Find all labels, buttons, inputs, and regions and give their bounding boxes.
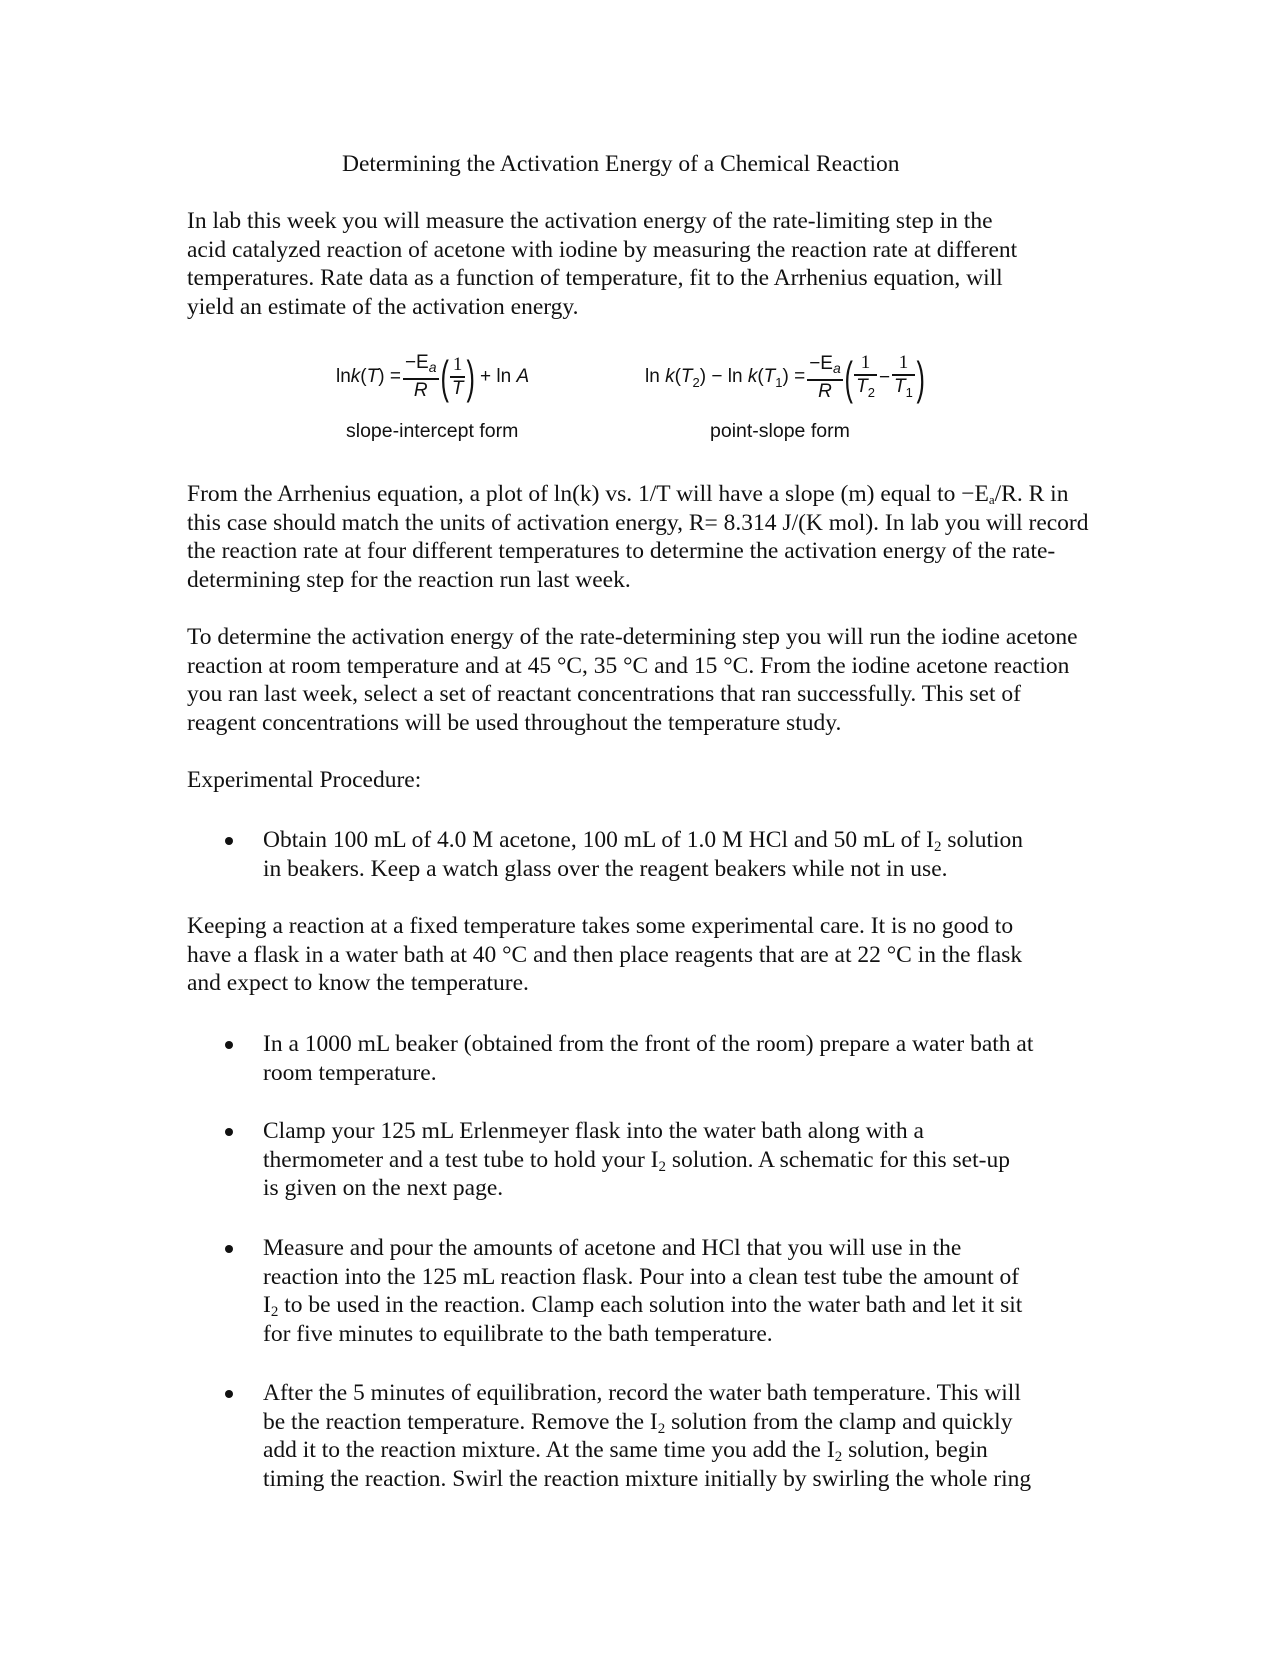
fraction-ea-over-r: $\frac{-E_a}{R}$ [404,352,437,401]
fraction-one-over-t2: $\frac{1}{T_2}$ [856,352,875,400]
fraction-one-over-t1: $\frac{1}{T_1}$ [894,352,913,400]
text-line: From the Arrhenius equation, a plot of ln(k) vs. 1/T will have a slope (m) equal to $-E_a/R$. R in [187,481,1069,507]
text-line: Obtain 100 mL of 4.0 M acetone, 100 mL of 1.0 M HCl and 50 mL of $I_2$ solution [263,827,1024,855]
intro-paragraph [187,207,1017,322]
minus-sign: − [878,366,891,388]
equation-slope-intercept [336,352,529,402]
arrhenius-paragraph [187,480,1089,595]
text-line: $I_2$ to be used in the reaction. Clamp each solution into the water bath and let it sit [263,1292,1023,1321]
left-paren: ( [439,350,449,403]
text-line: Keeping a reaction at a fixed temperature takes some experimental care. It is no good to [187,913,1014,939]
bullet-icon [225,1245,233,1253]
text-line: the reaction rate at four different temperatures to determine the activation energy of the rate- [187,538,1056,565]
text-line: be the reaction temperature. Remove the $I_2$ solution from the clamp and quickly [263,1408,1013,1437]
equation-lhs: $\ln k(T_2) - \ln k(T_1)$ = [645,365,806,390]
equation-point-slope [645,352,924,404]
text-line: To determine the activation energy of the rate-determining step you will run the iodine acetone [187,624,1078,650]
text-line: add it to the reaction mixture. At the same time you add the $I_2$ solution, begin [263,1437,988,1466]
text-line: Clamp your 125 mL Erlenmeyer flask into the water bath along with a [263,1118,924,1144]
text-line: reagent concentrations will be used throughout the temperature study. [187,710,842,737]
text-line: In a 1000 mL beaker (obtained from the front of the room) prepare a water bath at [263,1031,1034,1057]
text-line: is given on the next page. [263,1175,504,1202]
bullet-icon [225,1128,233,1136]
text-line: in beakers. Keep a watch glass over the reagent beakers while not in use. [263,855,948,882]
text-line: After the 5 minutes of equilibration, record the water bath temperature. This will [263,1380,1021,1406]
point-slope-label: point-slope form [710,420,850,442]
text-line: you ran last week, select a set of reactant concentrations that ran successfully. This set of [187,681,1021,708]
fraction-one-over-t: $\frac{1}{T}$ [451,354,464,399]
temperature-care-paragraph [187,912,1022,998]
bullet-icon [225,1390,233,1398]
text-line: this case should match the units of activation energy, R= 8.314 J/(K mol). In lab you will record [187,509,1089,536]
slope-intercept-label: slope-intercept form [346,420,519,442]
text-line: room temperature. [263,1059,437,1086]
bullet-icon [225,1041,233,1049]
text-line: timing the reaction. Swirl the reaction mixture initially by swirling the whole ring [263,1466,1032,1493]
bullet-icon [225,837,233,845]
procedure-heading: Experimental Procedure: [187,767,422,793]
text-line: Measure and pour the amounts of acetone and HCl that you will use in the [263,1235,962,1261]
text-line: yield an estimate of the activation energy. [187,294,579,321]
equation-lhs: lnk(T) = [336,365,401,387]
left-paren: ( [844,351,853,404]
right-paren: ) [466,350,476,403]
text-line: acid catalyzed reaction of acetone with iodine by measuring the reaction rate at different [187,236,1018,263]
text-line: and expect to know the temperature. [187,970,529,997]
text-line: determining step for the reaction run last week. [187,567,631,594]
temperature-paragraph [187,623,1078,738]
text-line: have a flask in a water bath at 40 °C and then place reagents that are at 22 °C in the flask [187,941,1023,968]
text-line: In lab this week you will measure the activation energy of the rate-limiting step in the [187,208,993,234]
equation-rhs-tail: + ln A [474,365,530,387]
text-line: reaction at room temperature and at 45 °C, 35 °C and 15 °C. From the iodine acetone reaction [187,652,1070,679]
text-line: reaction into the 125 mL reaction flask. Pour into a clean test tube the amount of [263,1263,1020,1290]
text-line: for five minutes to equilibrate to the bath temperature. [263,1321,773,1348]
text-line: temperatures. Rate data as a function of temperature, fit to the Arrhenius equation, will [187,265,1003,292]
text-line: thermometer and a test tube to hold your $I_2$ solution. A schematic for this set-up [263,1146,1010,1175]
document-title: Determining the Activation Energy of a Chemical Reaction [342,151,900,177]
right-paren: ) [916,351,925,404]
fraction-ea-over-r: $\frac{-E_a}{R}$ [809,353,841,402]
